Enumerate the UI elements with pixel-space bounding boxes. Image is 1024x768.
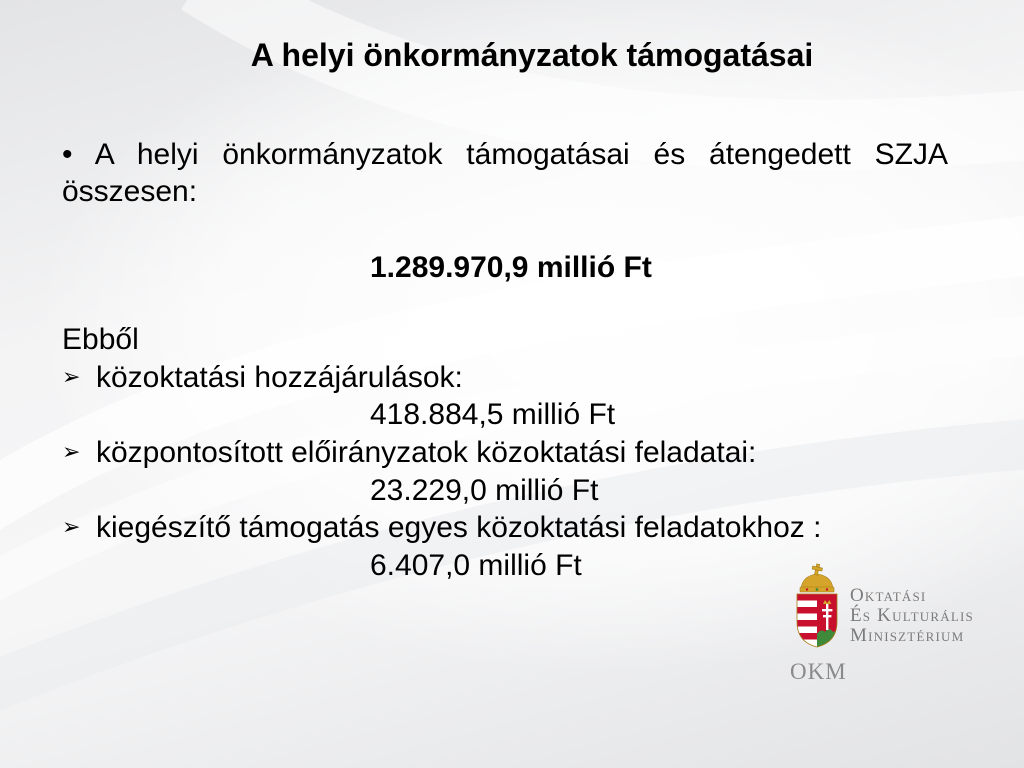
list-item-amount: 23.229,0 millió Ft [370, 473, 599, 507]
arrow-bullet-icon: ➢ [62, 440, 81, 466]
list-item-label: központosított előirányzatok közoktatási feladatai: [96, 436, 757, 470]
list-item-amount: 418.884,5 millió Ft [370, 398, 616, 432]
breakdown-label: Ebből [62, 323, 139, 356]
ministry-logo-text [850, 586, 974, 646]
summary-total: 1.289.970,9 millió Ft [370, 251, 652, 284]
slide-title: A helyi önkormányzatok támogatásai [250, 37, 814, 73]
logo-line: És Kulturális [850, 605, 974, 626]
summary-paragraph [62, 136, 948, 210]
logo-line: Oktatási [850, 585, 927, 606]
list-item-amount: 6.407,0 millió Ft [370, 549, 582, 583]
breakdown-list [62, 321, 962, 585]
list-item-label: kiegészítő támogatás egyes közoktatási feladatokhoz : [96, 511, 822, 545]
arrow-bullet-icon: ➢ [62, 364, 81, 390]
hungarian-coat-of-arms-icon [794, 562, 840, 648]
arrow-bullet-icon: ➢ [62, 515, 81, 541]
list-item [62, 434, 962, 472]
summary-text: A helyi önkormányzatok támogatásai és átengedett SZJA összesen: [62, 138, 948, 208]
list-item [62, 509, 962, 547]
bullet-icon: • [62, 138, 73, 171]
list-item-label: közoktatási hozzájárulások: [96, 360, 463, 394]
list-item [62, 359, 962, 397]
logo-line: Minisztérium [850, 625, 965, 646]
logo-abbreviation: OKM [790, 659, 847, 684]
